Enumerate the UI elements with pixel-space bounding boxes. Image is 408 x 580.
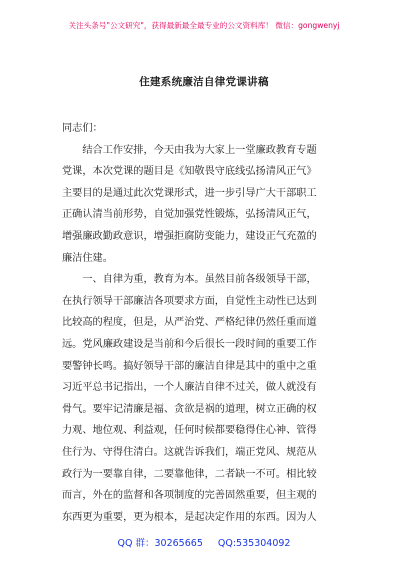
- qq-number: QQ:535304092: [217, 538, 291, 549]
- body-line: 比较高的程度，但是，从严治党、严格纪律仍然任重而道: [62, 317, 317, 329]
- body-line: 廉洁住建。: [62, 252, 113, 264]
- body-line: 在执行领导干部廉洁各项要求方面，自觉性主动性已达到: [62, 295, 317, 307]
- document-body: [62, 118, 348, 528]
- qq-group-number: QQ 群：30265665: [117, 538, 203, 549]
- body-line: 东西更为重要，更为根本，是起决定作用的东西。因为人: [62, 511, 317, 523]
- footer-contact: [0, 535, 408, 549]
- body-line: 骨气。要牢记清廉是福、贪欲是祸的道理，树立正确的权: [62, 403, 317, 415]
- body-line: 力观、地位观、利益观，任何时候都要稳得住心神、管得: [62, 425, 317, 437]
- body-line: 习近平总书记指出，一个人廉洁自律不过关，做人就没有: [62, 382, 317, 394]
- body-line: 同志们：: [62, 123, 103, 134]
- body-line: 正确认清当前形势，自觉加强党性锻炼，弘扬清风正气，: [62, 209, 317, 221]
- body-line: 主要目的是通过此次党课形式，进一步引导广大干部职工: [62, 187, 317, 199]
- body-line: 党课，本次党课的题目是《知敬畏守底线弘扬清风正气》: [62, 166, 317, 178]
- body-line: 要警钟长鸣。搞好领导干部的廉洁自律是其中的重中之重: [62, 360, 317, 372]
- body-line: 政行为一要靠自律，二要靠他律，二者缺一不可。相比较: [62, 468, 317, 480]
- body-line: 住行为、守得住清白。这就告诉我们，端正党风、规范从: [62, 446, 317, 458]
- body-line: 而言，外在的监督和各项制度的完善固然重要，但主观的: [62, 490, 317, 502]
- body-line: 一、自律为重，教育为本。虽然目前各级领导干部，: [62, 274, 317, 286]
- body-line: 增强廉政勤政意识，增强拒腐防变能力，建设正气充盈的: [62, 230, 317, 242]
- header-banner: 关注头条号"公文研究"，获得最新最全最专业的公文资料库！ 微信：gongwenyj: [68, 21, 340, 30]
- document-title: 住建系统廉洁自律党课讲稿: [139, 76, 269, 88]
- body-line: 结合工作安排，今天由我为大家上一堂廉政教育专题: [62, 144, 317, 156]
- body-line: 远。党风廉政建设是当前和今后很长一段时间的重要工作: [62, 338, 317, 350]
